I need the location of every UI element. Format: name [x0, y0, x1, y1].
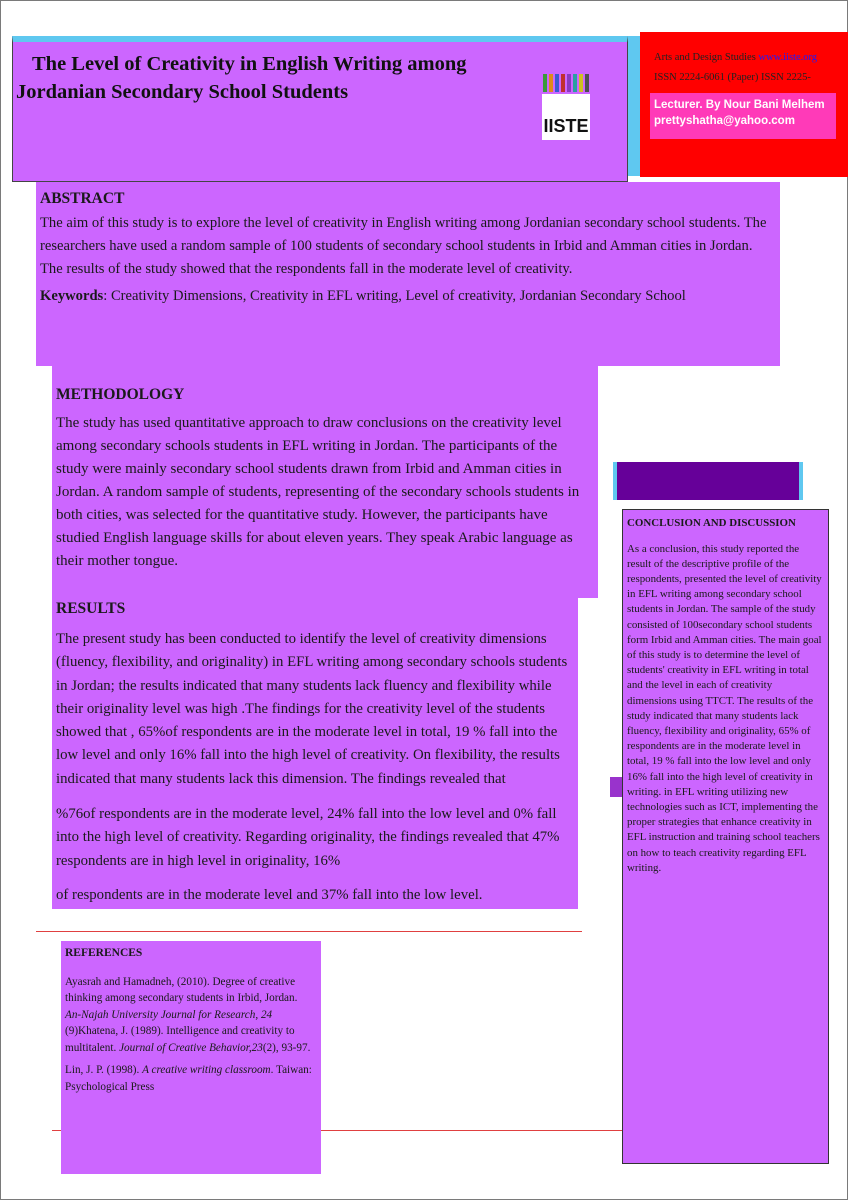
keywords: [40, 285, 770, 308]
results-heading: RESULTS: [56, 600, 126, 617]
title-line-1: The Level of Creativity in English Writing among: [32, 53, 467, 75]
divider-rule-top: [36, 931, 582, 932]
abstract-section: [36, 182, 780, 366]
reference-1-authors: Ayasrah and Hamadneh, (2010). Degree of creative thinking among secondary students in Irbid, Jordan.: [65, 975, 298, 1004]
abstract-body: The aim of this study is to explore the level of creativity in English writing among Jordanian secondary school students. The researchers have used a random sample of 100 students of secondary school students in Irbid and Amman cities in Jordan. The results of the study showed that the respondents fall in the moderate level of creativity.: [40, 215, 767, 277]
abstract-heading: ABSTRACT: [40, 190, 125, 207]
keywords-list: : Creativity Dimensions, Creativity in EFL writing, Level of creativity, Jordanian Secondary School: [103, 288, 686, 304]
methodology-section: [52, 366, 598, 598]
results-paragraph-1: The present study has been conducted to identify the level of creativity dimensions (fluency, flexibility, and originality) in EFL writing among secondary schools students in Jordan; the results indicated that many students lack fluency and flexibility while their originality level was high .The findings for the creativity level of the students showed that , 65%of respondents are in the moderate level in total, 19 % fall into the low level and only 16% fall into the high level of creativity. On flexibility, the results indicated that many students lack this dimension. The findings revealed that: [56, 631, 568, 787]
reference-1-pages: (2), 93-97.: [262, 1041, 311, 1054]
results-section: [52, 596, 578, 909]
results-paragraph-3: of respondents are in the moderate level and 37% fall into the low level.: [56, 886, 483, 903]
results-paragraph-2: %76of respondents are in the moderate level, 24% fall into the low level and 0% fall into the high level of creativity. Regarding originality, the findings revealed that 47% respondents are in high level in originality, 16%: [56, 806, 560, 869]
methodology-heading: METHODOLOGY: [56, 386, 185, 403]
lecturer-box: [650, 93, 836, 139]
references-section: [61, 941, 321, 1174]
reference-2-author: Lin, J. P. (1998).: [65, 1064, 143, 1076]
iiste-logo-icon: [541, 72, 591, 142]
logo-text: IISTE: [543, 116, 589, 136]
conclusion-body: As a conclusion, this study reported the result of the descriptive profile of the respondents, presented the level of creativity in EFL writing among secondary school students in Jordan. The sample of the study consisted of 100secondary school students form Irbid and Amman cities. The main goal of this study is to determine the level of students' creativity in EFL writing in total and the level in each of creativity dimensions using TTCT. The results of the study indicated that many students lack fluency, flexibility and originality, 65% of respondents are in the moderate level in total, 19 % fall into the low level and only 16% fall into the high level of creativity in writing. in EFL writing utilizing new technologies such as ICT, implementing the proper strategies that enhance creativity in EFL instruction and training school teachers on how to teach creativity regarding EFL writing.: [627, 542, 822, 874]
journal-link[interactable]: www.iiste.org: [758, 52, 818, 63]
journal-issn: ISSN 2224-6061 (Paper) ISSN 2225-: [654, 72, 811, 83]
conclusion-section: [622, 509, 829, 1164]
methodology-body: The study has used quantitative approach to draw conclusions on the creativity level among secondary schools students in EFL writing in Jordan. The participants of the study were mainly secondary school students drawn from Irbid and Amman cities in Jordan. A random sample of students, representing of the secondary schools students in both cities, was selected for the quantitative study. However, the participants have studied English language skills for about eleven years. They speak Arabic language as their mother tongue.: [56, 415, 580, 569]
reference-1-journal: An-Najah University Journal for Research, 24: [65, 1008, 273, 1021]
reference-2: [65, 1062, 315, 1095]
decorative-marker: [610, 777, 622, 797]
reference-2-publisher: . Taiwan: Psychological Press: [65, 1064, 312, 1093]
journal-name: Arts and Design Studies: [654, 52, 759, 63]
iiste-logo: [541, 72, 591, 142]
reference-1-journal-2: Journal of Creative Behavior,23: [119, 1041, 263, 1054]
conclusion-heading: CONCLUSION AND DISCUSSION: [627, 517, 796, 529]
journal-info: [654, 48, 844, 88]
header-accent-stripe: [628, 36, 640, 176]
title-line-2: Jordanian Secondary School Students: [16, 81, 349, 103]
reference-2-title: A creative writing classroom: [142, 1064, 271, 1076]
lecturer-email[interactable]: prettyshatha@yahoo.com: [654, 115, 795, 127]
references-heading: REFERENCES: [65, 947, 143, 959]
page-title: [16, 50, 536, 106]
reference-1-part2: (9)Khatena, J. (1989). Intelligence and creativity to multitalent.: [65, 1025, 295, 1054]
decorative-purple-block: [613, 462, 803, 500]
journal-line-1: [654, 48, 844, 68]
lecturer-name: Lecturer. By Nour Bani Melhem: [654, 99, 825, 111]
reference-1: [65, 974, 315, 1057]
keywords-label: Keywords: [40, 288, 104, 304]
